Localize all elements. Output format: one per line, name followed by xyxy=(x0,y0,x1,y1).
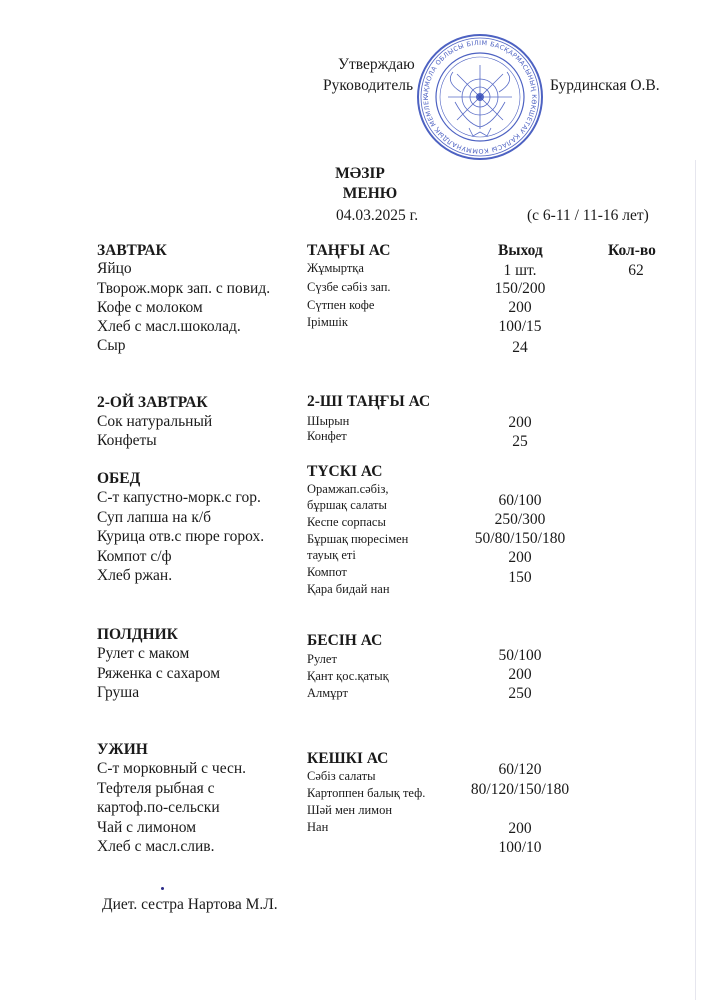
meal-title-ru: 2-ОЙ ЗАВТРАК xyxy=(97,394,208,411)
menu-item-ru: Яйцо xyxy=(97,260,132,277)
output-value: 24 xyxy=(512,339,528,356)
menu-item-kz: Қант қос.қатық xyxy=(307,669,389,683)
scan-edge-line xyxy=(695,160,696,1000)
menu-item-ru: Сыр xyxy=(97,337,126,354)
menu-item-kz: Конфет xyxy=(307,429,347,443)
menu-item-kz: Нан xyxy=(307,820,329,834)
qty-value: 62 xyxy=(628,262,644,279)
output-value: 100/15 xyxy=(498,318,542,335)
output-value: 200 xyxy=(508,549,532,566)
meal-title-ru: ЗАВТРАК xyxy=(97,242,167,259)
role-label: Руководитель xyxy=(323,77,414,94)
output-value: 200 xyxy=(508,666,532,683)
menu-item-kz: Жұмыртқа xyxy=(307,261,364,275)
menu-item-ru: Тефтеля рыбная с xyxy=(97,780,215,797)
menu-item-kz: Сүзбе сәбіз зап. xyxy=(307,280,391,294)
output-value: 200 xyxy=(508,820,532,837)
title-rus: МЕНЮ xyxy=(342,185,398,202)
menu-item-kz: Кеспе сорпасы xyxy=(307,515,386,529)
menu-item-kz: Орамжап.сәбіз, xyxy=(307,482,389,496)
output-value: 150 xyxy=(508,569,532,586)
stamp-seal-icon xyxy=(415,32,545,162)
meal-title-kz: БЕСІН АС xyxy=(307,632,383,649)
meal-title-ru: УЖИН xyxy=(97,741,148,758)
output-value: 25 xyxy=(512,433,528,450)
menu-item-kz: бұршақ салаты xyxy=(307,498,387,512)
output-value: 200 xyxy=(508,414,532,431)
svg-text:АҚМОЛА ОБЛЫСЫ БІЛІМ БАСҚАРМАСЫ: АҚМОЛА ОБЛЫСЫ БІЛІМ БАСҚАРМАСЫНЫҢ КӨКШЕТАУ ҚАЛАСЫ КОММУНАЛДЫҚ МЕМЛЕК xyxy=(421,38,539,156)
menu-item-ru: Хлеб с масл.слив. xyxy=(97,838,215,855)
column-qty-header: Кол-во xyxy=(608,242,656,259)
director-name: Бурдинская О.В. xyxy=(550,77,660,94)
menu-item-kz: Бұршақ пюресімен xyxy=(307,532,409,546)
menu-item-ru: Компот с/ф xyxy=(97,548,172,565)
title-kaz: МӘЗІР xyxy=(335,165,385,182)
menu-item-ru: Хлеб с масл.шоколад. xyxy=(97,318,241,335)
meal-title-ru: ОБЕД xyxy=(97,470,141,487)
menu-item-ru: Суп лапша на к/б xyxy=(97,509,212,526)
menu-item-ru: Сок натуральный xyxy=(97,413,213,430)
menu-item-ru: Ряженка с сахаром xyxy=(97,665,221,682)
meal-title-kz: ТҮСКІ АС xyxy=(307,463,383,480)
menu-item-ru: С-т морковный с чесн. xyxy=(97,760,247,777)
menu-item-ru: Хлеб ржан. xyxy=(97,567,173,584)
output-value: 50/100 xyxy=(498,647,542,664)
menu-item-ru: картоф.по-сельски xyxy=(97,799,220,816)
meal-title-kz: ТАҢҒЫ АС xyxy=(307,242,391,259)
menu-item-ru: Творож.морк зап. с повид. xyxy=(97,280,271,297)
menu-item-kz: Шырын xyxy=(307,414,350,428)
menu-item-kz: тауық еті xyxy=(307,548,356,562)
output-value: 1 шт. xyxy=(503,262,537,279)
output-value: 80/120/150/180 xyxy=(470,781,570,798)
meal-title-kz: 2-ШІ ТАҢҒЫ АС xyxy=(307,393,431,410)
menu-item-ru: С-т капустно-морк.с гор. xyxy=(97,489,261,506)
menu-item-kz: Рулет xyxy=(307,652,337,666)
menu-item-ru: Груша xyxy=(97,684,140,701)
menu-item-kz: Картоппен балық теф. xyxy=(307,786,426,800)
output-value: 250 xyxy=(508,685,532,702)
menu-item-kz: Қара бидай нан xyxy=(307,582,390,596)
column-output-header: Выход xyxy=(498,242,543,259)
menu-date: 04.03.2025 г. xyxy=(336,207,419,224)
age-range: (с 6-11 / 11-16 лет) xyxy=(527,207,649,224)
menu-item-ru: Курица отв.с пюре горох. xyxy=(97,528,265,545)
menu-item-ru: Чай с лимоном xyxy=(97,819,197,836)
output-value: 150/200 xyxy=(494,280,546,297)
output-value: 100/10 xyxy=(498,839,542,856)
output-value: 200 xyxy=(508,299,532,316)
menu-item-ru: Кофе с молоком xyxy=(97,299,203,316)
menu-item-ru: Рулет с маком xyxy=(97,645,190,662)
output-value: 50/80/150/180 xyxy=(474,530,566,547)
meal-title-kz: КЕШКІ АС xyxy=(307,750,389,767)
menu-item-ru: Конфеты xyxy=(97,432,157,449)
approve-label: Утверждаю xyxy=(338,56,415,73)
menu-item-kz: Сүтпен кофе xyxy=(307,298,375,312)
scan-speck xyxy=(161,887,164,890)
output-value: 60/100 xyxy=(498,492,542,509)
output-value: 250/300 xyxy=(494,511,546,528)
official-stamp xyxy=(415,32,545,162)
meal-title-ru: ПОЛДНИК xyxy=(97,626,178,643)
menu-item-kz: Ірімшік xyxy=(307,315,348,329)
menu-item-kz: Алмұрт xyxy=(307,686,348,700)
menu-item-kz: Шәй мен лимон xyxy=(307,803,393,817)
dietitian-signature: Диет. сестра Нартова М.Л. xyxy=(102,896,278,913)
menu-item-kz: Сәбіз салаты xyxy=(307,769,376,783)
output-value: 60/120 xyxy=(498,761,542,778)
menu-item-kz: Компот xyxy=(307,565,347,579)
